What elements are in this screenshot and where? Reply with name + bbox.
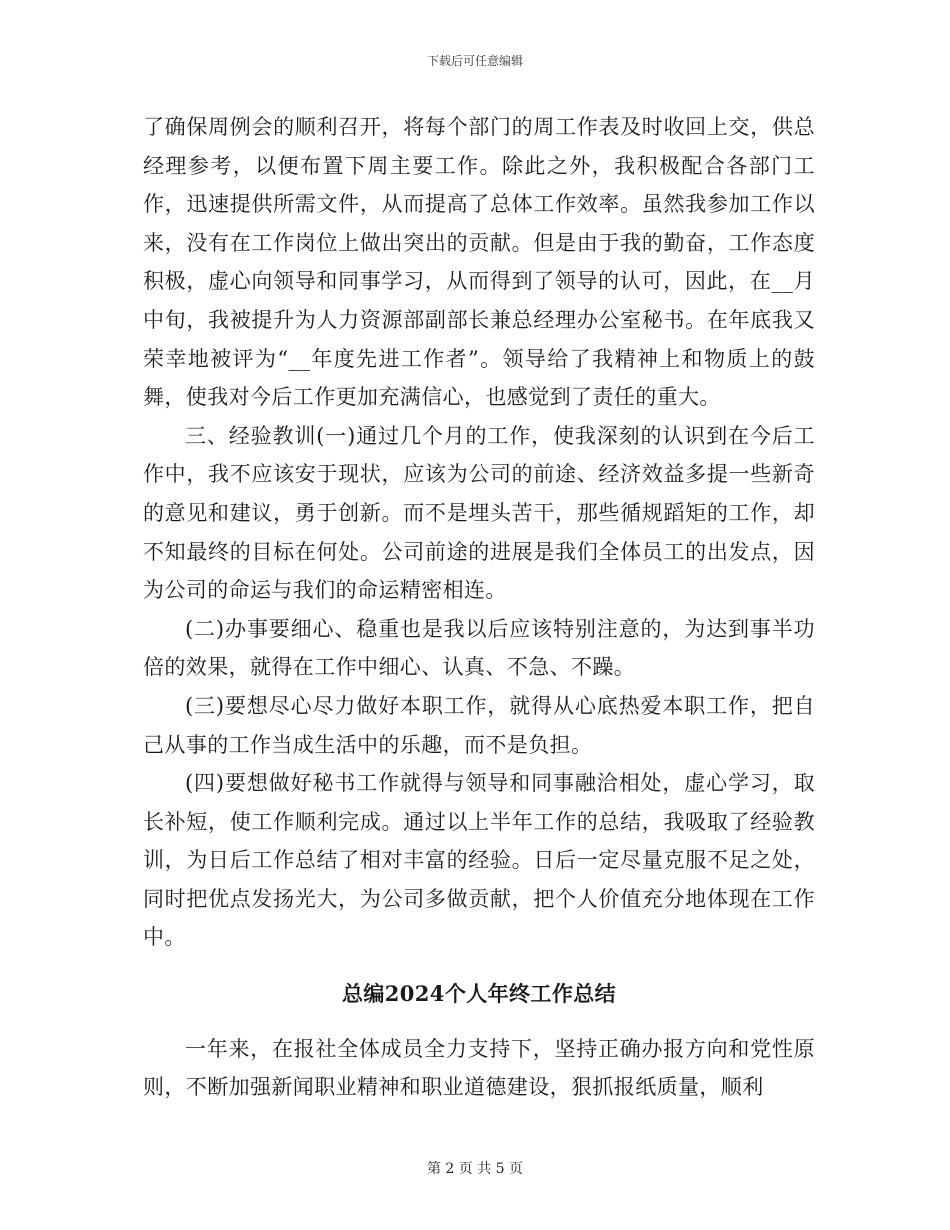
paragraph-lesson-4: (四)要想做好秘书工作就得与领导和同事融洽相处，虚心学习，取长补短，使工作顺利完成。通过以上半年工作的总结，我吸取了经验教训，为日后工作总结了相对丰富的经验。日后一定尽量克服不足之处，同时把优点发扬光大，为公司多做贡献，把个人价值充分地体现在工作中。 [143, 771, 815, 950]
document-body [143, 108, 815, 1107]
paragraph-lesson-2: (二)办事要细心、稳重也是我以后应该特别注意的，为达到事半功倍的效果，就得在工作中细心、认真、不急、不躁。 [143, 616, 815, 680]
page-footer: 第 2 页 共 5 页 [426, 1161, 524, 1177]
paragraph-intro: 一年来，在报社全体成员全力支持下，坚持正确办报方向和党性原则，不断加强新闻职业精神和职业道德建设，狠抓报纸质量，顺利 [143, 1036, 815, 1100]
page-header: 下载后可任意编辑 [426, 54, 523, 68]
paragraph-lesson-3: (三)要想尽心尽力做好本职工作，就得从心底热爱本职工作，把自己从事的工作当成生活中的乐趣，而不是负担。 [143, 693, 815, 757]
paragraph-continuation: 了确保周例会的顺利召开，将每个部门的周工作表及时收回上交，供总经理参考，以便布置下周主要工作。除此之外，我积极配合各部门工作，迅速提供所需文件，从而提高了总体工作效率。虽然我参加工作以来，没有在工作岗位上做出突出的贡献。但是由于我的勤奋，工作态度积极，虚心向领导和同事学习，从而得到了领导的认可，因此，在__月中旬，我被提升为人力资源部副部长兼总经理办公室秘书。在年底我又荣幸地被评为“__年度先进工作者”。领导给了我精神上和物质上的鼓舞，使我对今后工作更加充满信心，也感觉到了责任的重大。 [143, 115, 815, 410]
paragraph-lessons: 三、经验教训(一)通过几个月的工作，使我深刻的认识到在今后工作中，我不应该安于现状，应该为公司的前途、经济效益多提一些新奇的意见和建议，勇于创新。而不是埋头苦干，那些循规蹈矩的工作，却不知最终的目标在何处。公司前途的进展是我们全体员工的出发点，因为公司的命运与我们的命运精密相连。 [143, 423, 815, 603]
section-title: 总编2024个人年终工作总结 [341, 981, 617, 1007]
